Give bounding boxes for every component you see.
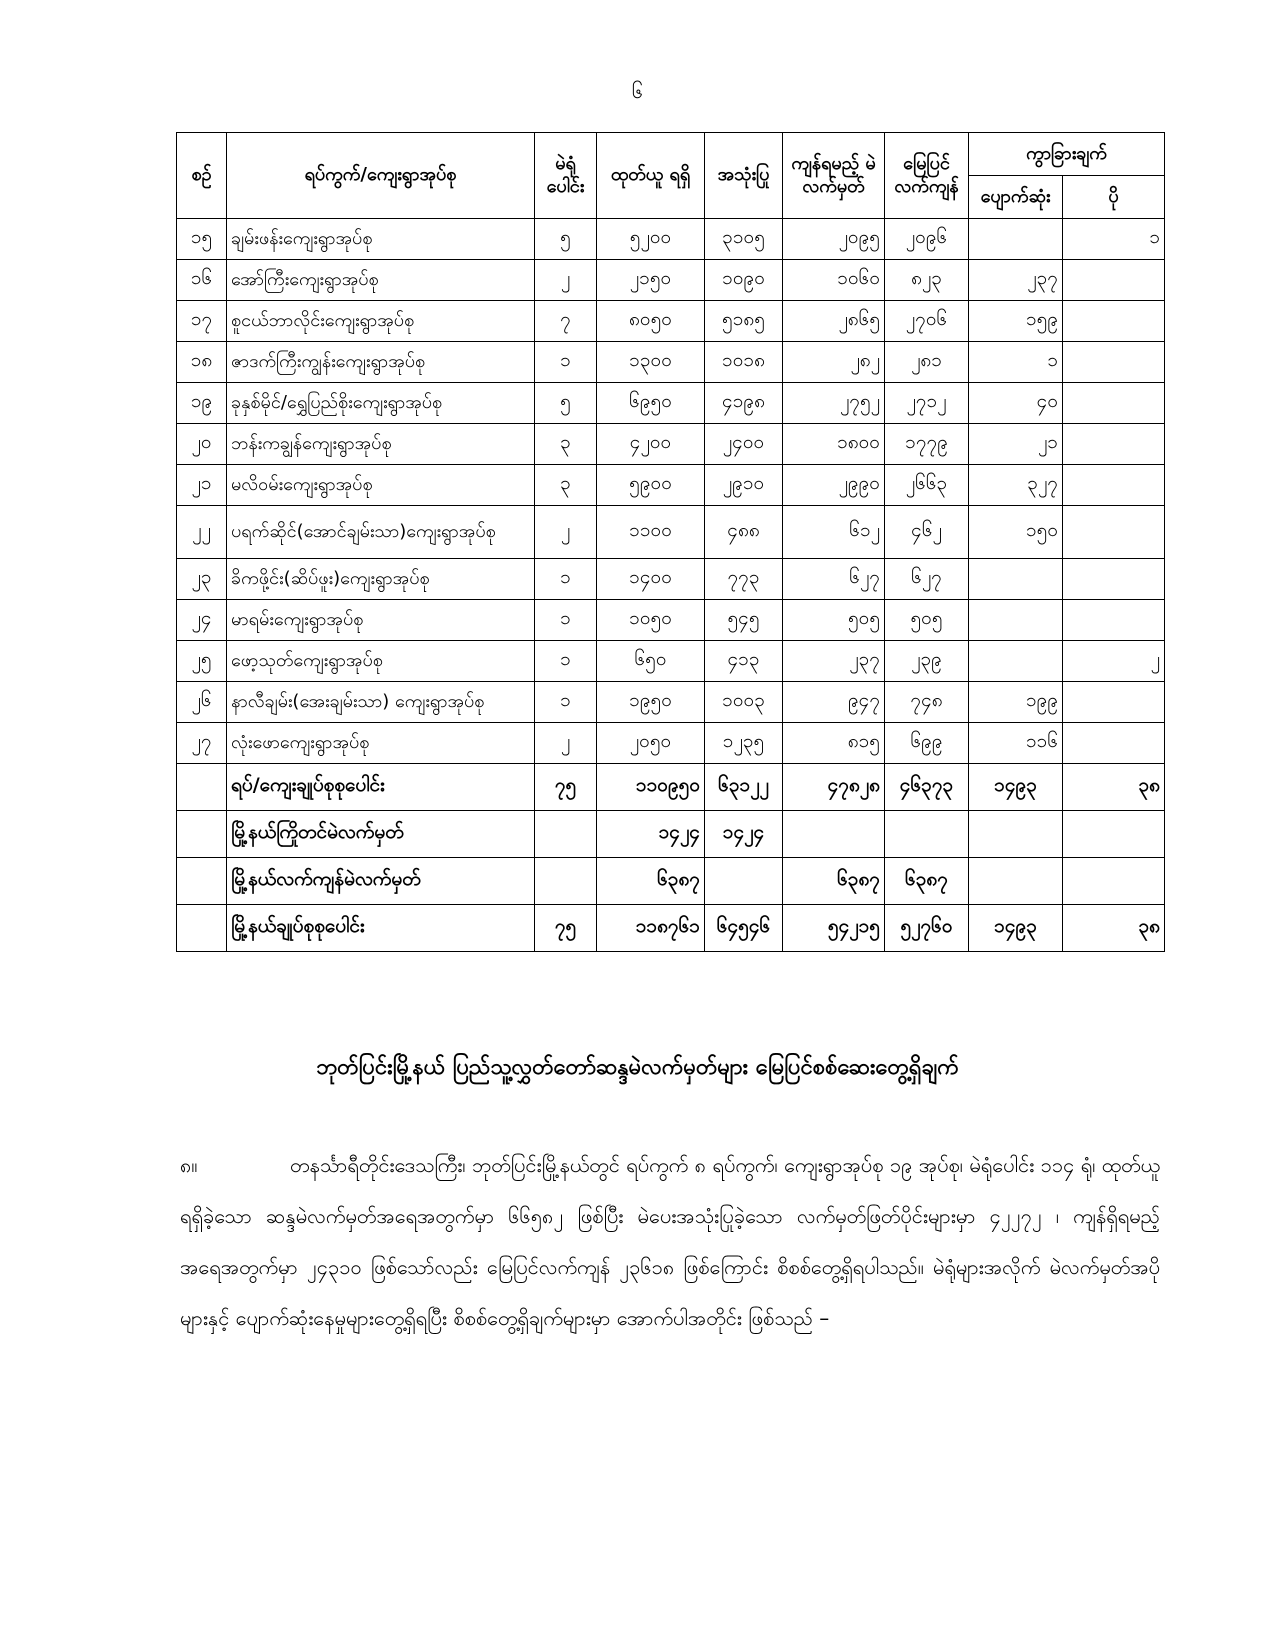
- cell-seq: ၂၀: [177, 424, 227, 465]
- cell-stations: ၁: [535, 682, 597, 723]
- cell-used: ၁၄၂၄: [705, 811, 783, 858]
- cell-ward: စူငယ်ဘာလိုင်းကျေးရွာအုပ်စု: [227, 301, 535, 342]
- cell-seq: [177, 764, 227, 811]
- cell-issued: ၁၀၅၀: [597, 600, 705, 641]
- cell-missing: ၁၄၉၃: [969, 764, 1063, 811]
- cell-used: ၅၁၈၅: [705, 301, 783, 342]
- cell-excess: ၃၈: [1063, 905, 1165, 952]
- header-remaining: ကျန်ရမည့် မဲလက်မှတ်: [783, 133, 885, 219]
- cell-seq: [177, 811, 227, 858]
- section-heading: ဘုတ်ပြင်းမြို့နယ် ပြည်သူ့လွှတ်တော်ဆန္ဒမဲလက်မှတ်များ မြေပြင်စစ်ဆေးတွေ့ရှိချက်: [316, 1055, 959, 1080]
- cell-stations: ၅: [535, 383, 597, 424]
- cell-seq: ၁၈: [177, 342, 227, 383]
- cell-stations: ၁: [535, 641, 597, 682]
- cell-used: ၁၀၉၀: [705, 260, 783, 301]
- header-stations: မဲရုံ ပေါင်း: [535, 133, 597, 219]
- header-ward: ရပ်ကွက်/ကျေးရွာအုပ်စု: [227, 133, 535, 219]
- cell-missing: [969, 559, 1063, 600]
- cell-excess: ၃၈: [1063, 764, 1165, 811]
- cell-excess: [1063, 465, 1165, 506]
- cell-excess: [1063, 559, 1165, 600]
- cell-ward: ချမ်းဖန်းကျေးရွာအုပ်စု: [227, 219, 535, 260]
- cell-seq: ၂၅: [177, 641, 227, 682]
- cell-ward: ပရက်ဆိုင်(အောင်ချမ်းသာ)ကျေးရွာအုပ်စု: [227, 506, 535, 559]
- cell-missing: ၂၁: [969, 424, 1063, 465]
- cell-remaining: ၉၄၇: [783, 682, 885, 723]
- cell-issued: ၁၁၈၇၆၁: [597, 905, 705, 952]
- cell-issued: ၁၄၀၀: [597, 559, 705, 600]
- cell-ward: ဖော့သုတ်ကျေးရွာအုပ်စု: [227, 641, 535, 682]
- paragraph-text: တနင်္သာရီတိုင်းဒေသကြီး၊ ဘုတ်ပြင်းမြို့နယ်တွင် ရပ်ကွက် ၈ ရပ်ကွက်၊ ကျေးရွာအုပ်စု ၁၉ အုပ်စု၊ မဲရုံပေါင်း ၁၁၄ ရုံ၊ ထုတ်ယူရရှိခဲ့သော ဆန္ဒမဲလက်မှတ်အရေအတွက်မှာ ၆၆၅၈၂ ဖြစ်ပြီး မဲပေးအသုံးပြုခဲ့သော လက်မှတ်ဖြတ်ပိုင်းများမှာ ၄၂၂၇၂ ၊ ကျန်ရှိရမည့် အရေအတွက်မှာ ၂၄၃၁၀ ဖြစ်သော်လည်း မြေပြင်လက်ကျန် ၂၃၆၁၈ ဖြစ်ကြောင်း စိစစ်တွေ့ရှိရပါသည်။ မဲရုံများအလိုက် မဲလက်မှတ်အပိုများနှင့် ပျောက်ဆုံးနေမှုများတွေ့ရှိရပြီး စိစစ်တွေ့ရှိချက်များမှာ အောက်ပါအတိုင်း ဖြစ်သည် –: [180, 1153, 1160, 1330]
- table-row: [177, 682, 1165, 723]
- header-actual: မြေပြင် လက်ကျန်: [885, 133, 969, 219]
- cell-used: ၁၀၁၈: [705, 342, 783, 383]
- cell-used: ၃၁၀၅: [705, 219, 783, 260]
- cell-remaining: ၆၁၂: [783, 506, 885, 559]
- cell-excess: [1063, 600, 1165, 641]
- cell-excess: [1063, 811, 1165, 858]
- cell-excess: ၂: [1063, 641, 1165, 682]
- cell-stations: [535, 858, 597, 905]
- cell-used: ၆၃၁၂၂: [705, 764, 783, 811]
- cell-excess: [1063, 682, 1165, 723]
- page-number: ၆: [631, 79, 644, 103]
- cell-summary-label: မြို့နယ်လက်ကျန်မဲလက်မှတ်: [227, 858, 535, 905]
- cell-issued: ၅၂၀၀: [597, 219, 705, 260]
- cell-excess: [1063, 342, 1165, 383]
- cell-actual: ၂၃၉: [885, 641, 969, 682]
- cell-issued: ၄၂၀၀: [597, 424, 705, 465]
- cell-issued: ၁၉၅၀: [597, 682, 705, 723]
- header-missing: ပျောက်ဆုံး: [969, 176, 1063, 219]
- cell-stations: ၂: [535, 723, 597, 764]
- table-row: [177, 219, 1165, 260]
- cell-excess: [1063, 260, 1165, 301]
- table-row: [177, 559, 1165, 600]
- cell-stations: ၇၅: [535, 905, 597, 952]
- cell-missing: [969, 858, 1063, 905]
- table-row: [177, 600, 1165, 641]
- cell-stations: ၇၅: [535, 764, 597, 811]
- cell-missing: [969, 811, 1063, 858]
- cell-actual: ၆၂၇: [885, 559, 969, 600]
- cell-ward: ဇာဒက်ကြီးကျွန်းကျေးရွာအုပ်စု: [227, 342, 535, 383]
- cell-excess: [1063, 858, 1165, 905]
- cell-used: ၂၄၀၀: [705, 424, 783, 465]
- cell-used: ၁၀၀၃: [705, 682, 783, 723]
- cell-actual: ၁၇၇၉: [885, 424, 969, 465]
- cell-issued: ၂၁၅၀: [597, 260, 705, 301]
- table-row: [177, 260, 1165, 301]
- cell-used: ၂၉၁၀: [705, 465, 783, 506]
- cell-actual: ၂၈၁: [885, 342, 969, 383]
- cell-actual: ၇၄၈: [885, 682, 969, 723]
- cell-ward: ခိကဖို့င်း(ဆိပ်ဖူး)ကျေးရွာအုပ်စု: [227, 559, 535, 600]
- cell-ward: နာလီချမ်း(အေးချမ်းသာ) ကျေးရွာအုပ်စု: [227, 682, 535, 723]
- cell-issued: ၁၄၂၄: [597, 811, 705, 858]
- cell-actual: ၂၇၀၆: [885, 301, 969, 342]
- summary-row: [177, 858, 1165, 905]
- cell-used: ၇၇၃: [705, 559, 783, 600]
- cell-actual: ၅၀၅: [885, 600, 969, 641]
- header-difference: ကွာခြားချက်: [969, 133, 1165, 176]
- cell-seq: [177, 905, 227, 952]
- cell-missing: ၁၁၆: [969, 723, 1063, 764]
- cell-remaining: ၆၃၈၇: [783, 858, 885, 905]
- cell-remaining: ၁၀၆၀: [783, 260, 885, 301]
- table-row: [177, 383, 1165, 424]
- header-issued: ထုတ်ယူ ရရှိ: [597, 133, 705, 219]
- cell-ward: အော်ကြီးကျေးရွာအုပ်စု: [227, 260, 535, 301]
- cell-remaining: ၂၈၂: [783, 342, 885, 383]
- cell-ward: ခုနှစ်မိုင်/ရွှေပြည်စိုးကျေးရွာအုပ်စု: [227, 383, 535, 424]
- cell-remaining: ၂၀၉၅: [783, 219, 885, 260]
- header-excess: ပို: [1063, 176, 1165, 219]
- cell-remaining: ၈၁၅: [783, 723, 885, 764]
- cell-ward: ဘန်းကချွန်ကျေးရွာအုပ်စု: [227, 424, 535, 465]
- cell-seq: ၁၉: [177, 383, 227, 424]
- cell-missing: [969, 219, 1063, 260]
- table-body: [177, 219, 1165, 952]
- cell-ward: မလိဝမ်းကျေးရွာအုပ်စု: [227, 465, 535, 506]
- cell-seq: [177, 858, 227, 905]
- cell-excess: [1063, 723, 1165, 764]
- table-row: [177, 723, 1165, 764]
- cell-remaining: ၁၈၀၀: [783, 424, 885, 465]
- summary-row: [177, 811, 1165, 858]
- cell-excess: [1063, 424, 1165, 465]
- cell-issued: ၂၀၅၀: [597, 723, 705, 764]
- cell-used: [705, 858, 783, 905]
- cell-excess: [1063, 301, 1165, 342]
- cell-stations: ၂: [535, 506, 597, 559]
- header-seq: စဉ်: [177, 133, 227, 219]
- cell-missing: ၂၃၇: [969, 260, 1063, 301]
- table-row: [177, 641, 1165, 682]
- cell-seq: ၁၇: [177, 301, 227, 342]
- cell-missing: ၃၂၇: [969, 465, 1063, 506]
- cell-seq: ၂၇: [177, 723, 227, 764]
- cell-summary-label: မြို့နယ်ချုပ်စုစုပေါင်း: [227, 905, 535, 952]
- cell-used: ၄၁၃: [705, 641, 783, 682]
- cell-used: ၄၈၈: [705, 506, 783, 559]
- cell-missing: ၁၅၀: [969, 506, 1063, 559]
- cell-remaining: ၅၀၅: [783, 600, 885, 641]
- cell-actual: ၂၆၆၃: [885, 465, 969, 506]
- cell-actual: ၄၆၃၇၃: [885, 764, 969, 811]
- cell-stations: ၃: [535, 465, 597, 506]
- cell-excess: ၁: [1063, 219, 1165, 260]
- cell-stations: ၁: [535, 600, 597, 641]
- table-row: [177, 465, 1165, 506]
- cell-stations: ၇: [535, 301, 597, 342]
- cell-actual: ၂၇၁၂: [885, 383, 969, 424]
- cell-missing: [969, 600, 1063, 641]
- cell-remaining: ၅၄၂၁၅: [783, 905, 885, 952]
- header-used: အသုံးပြု: [705, 133, 783, 219]
- cell-actual: ၈၂၃: [885, 260, 969, 301]
- cell-missing: ၁: [969, 342, 1063, 383]
- body-paragraph: [180, 1140, 1160, 1344]
- summary-row: [177, 764, 1165, 811]
- cell-actual: [885, 811, 969, 858]
- cell-actual: ၄၆၂: [885, 506, 969, 559]
- table-row: [177, 424, 1165, 465]
- cell-excess: [1063, 506, 1165, 559]
- cell-seq: ၂၃: [177, 559, 227, 600]
- cell-excess: [1063, 383, 1165, 424]
- cell-ward: မာရမ်းကျေးရွာအုပ်စု: [227, 600, 535, 641]
- cell-remaining: ၄၇၈၂၈: [783, 764, 885, 811]
- cell-used: ၁၂၃၅: [705, 723, 783, 764]
- cell-stations: ၁: [535, 342, 597, 383]
- cell-missing: ၁၅၉: [969, 301, 1063, 342]
- cell-missing: ၁၉၉: [969, 682, 1063, 723]
- cell-issued: ၁၁၀၉၅၀: [597, 764, 705, 811]
- cell-seq: ၂၄: [177, 600, 227, 641]
- cell-issued: ၅၉၀၀: [597, 465, 705, 506]
- cell-remaining: ၂၈၆၅: [783, 301, 885, 342]
- cell-summary-label: မြို့နယ်ကြိုတင်မဲလက်မှတ်: [227, 811, 535, 858]
- table-row: [177, 506, 1165, 559]
- cell-ward: လုံးဖောကျေးရွာအုပ်စု: [227, 723, 535, 764]
- summary-row: [177, 905, 1165, 952]
- cell-remaining: ၂၉၉၀: [783, 465, 885, 506]
- cell-remaining: ၂၃၇: [783, 641, 885, 682]
- cell-issued: ၁၃၀၀: [597, 342, 705, 383]
- cell-issued: ၆၃၈၇: [597, 858, 705, 905]
- cell-missing: ၁၄၉၃: [969, 905, 1063, 952]
- cell-summary-label: ရပ်/ကျေးချုပ်စုစုပေါင်း: [227, 764, 535, 811]
- cell-seq: ၂၁: [177, 465, 227, 506]
- cell-stations: ၁: [535, 559, 597, 600]
- cell-remaining: ၆၂၇: [783, 559, 885, 600]
- cell-actual: ၂၀၉၆: [885, 219, 969, 260]
- ballot-table: [176, 132, 1165, 952]
- cell-actual: ၆၃၈၇: [885, 858, 969, 905]
- cell-remaining: ၂၇၅၂: [783, 383, 885, 424]
- cell-seq: ၂၆: [177, 682, 227, 723]
- cell-used: ၅၄၅: [705, 600, 783, 641]
- cell-missing: [969, 641, 1063, 682]
- table-row: [177, 301, 1165, 342]
- cell-used: ၆၄၅၄၆: [705, 905, 783, 952]
- paragraph-number: ၈။: [180, 1153, 198, 1177]
- cell-missing: ၄၀: [969, 383, 1063, 424]
- cell-used: ၄၁၉၈: [705, 383, 783, 424]
- cell-issued: ၈၀၅၀: [597, 301, 705, 342]
- cell-seq: ၁၆: [177, 260, 227, 301]
- cell-stations: ၅: [535, 219, 597, 260]
- cell-issued: ၆၉၅၀: [597, 383, 705, 424]
- cell-stations: [535, 811, 597, 858]
- cell-actual: ၅၂၇၆၀: [885, 905, 969, 952]
- cell-stations: ၃: [535, 424, 597, 465]
- cell-seq: ၁၅: [177, 219, 227, 260]
- cell-issued: ၁၁၀၀: [597, 506, 705, 559]
- cell-actual: ၆၉၉: [885, 723, 969, 764]
- cell-stations: ၂: [535, 260, 597, 301]
- table-row: [177, 342, 1165, 383]
- cell-remaining: [783, 811, 885, 858]
- cell-seq: ၂၂: [177, 506, 227, 559]
- cell-issued: ၆၅၀: [597, 641, 705, 682]
